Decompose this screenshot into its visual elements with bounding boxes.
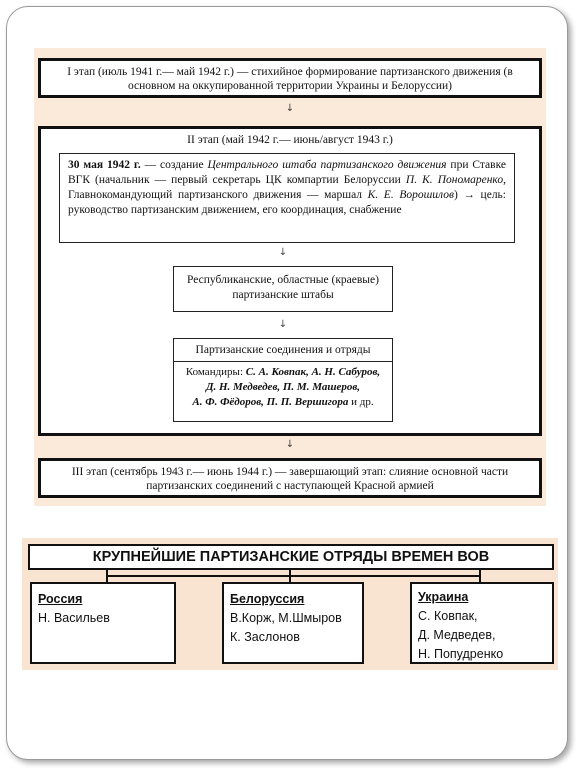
connector-line [289,570,291,582]
leader: С. Ковпак, [418,609,478,623]
decree-seg1: — создание [140,159,208,171]
region-belarus [222,582,364,664]
leader: В.Корж, М.Шмыров [230,611,342,625]
leader: Н. Попудренко [418,647,504,661]
units-title: Партизанские соединения и отряды [174,339,392,362]
largest-units-title: КРУПНЕЙШИЕ ПАРТИЗАНСКИЕ ОТРЯДЫ ВРЕМЕН ВОВ [28,544,554,570]
commanders-line3: А. Ф. Фёдоров, П. П. Вершигора [192,396,349,408]
region-russia [30,582,176,664]
stage3-line1: III этап (сентябрь 1943 г.— июнь 1944 г.) — завершающий этап: слияние основной части [71,466,509,478]
leader: Д. Медведев, [418,628,496,642]
arrow-down-icon: ↓ [278,247,288,258]
decree-chief: П. К. Пономаренко [405,174,504,186]
stage2-title: II этап (май 1942 г.— июнь/август 1943 г.) [187,134,393,146]
arrow-down-icon: ↓ [285,103,295,114]
stages-scheme [34,48,546,506]
decree-hq-name: Центрального штаба партизанского движения [207,159,447,171]
stage2-box [38,126,542,436]
stage1-line1: I этап (июль 1941 г.— май 1942 г.) — стихийное формирование партизанского движения (в [67,66,513,78]
stage1-line2: основном на оккупированной территории Украины и Белоруссии) [128,80,452,92]
commanders-label: Командиры: [185,366,246,378]
regional-hq-line2: партизанские штабы [232,289,334,301]
commanders-list [174,362,392,410]
stage1-box [38,58,542,98]
regional-hq-line1: Республиканские, областные (краевые) [187,274,379,286]
decree-seg3: , Главнокомандующий партизанского движения — маршал [68,174,506,201]
arrow-down-icon: ↓ [285,439,295,450]
units-box [173,338,393,422]
region-name: Россия [38,592,83,606]
stage3-box [38,458,542,498]
commanders-line2: Д. Н. Медведев, П. М. Машеров, [205,381,361,393]
region-name: Украина [418,590,469,604]
decree-date: 30 мая 1942 г. [68,159,141,171]
commanders-tail: и др. [348,396,374,408]
connector-line [106,575,480,577]
arrow-down-icon: ↓ [278,319,288,330]
decree-seg4: ) → цель: руководство партизанским движением, его координация, снабжение [68,189,506,216]
connector-line [479,570,481,582]
central-hq-decree [59,153,515,243]
decree-seg2: при Ставке ВГК (начальник — первый секретарь ЦК компартии Белоруссии [68,159,506,186]
regional-hq-box [173,266,393,312]
region-ukraine [410,582,554,664]
decree-marshal: К. Е. Ворошилов [367,189,454,201]
leader: Н. Васильев [38,611,110,625]
commanders-line1: С. А. Ковпак, А. Н. Сабуров, [245,366,381,378]
stage3-line2: партизанских соединений с наступающей Красной армией [146,480,434,492]
leader: К. Заслонов [230,630,300,644]
region-name: Белоруссия [230,592,305,606]
